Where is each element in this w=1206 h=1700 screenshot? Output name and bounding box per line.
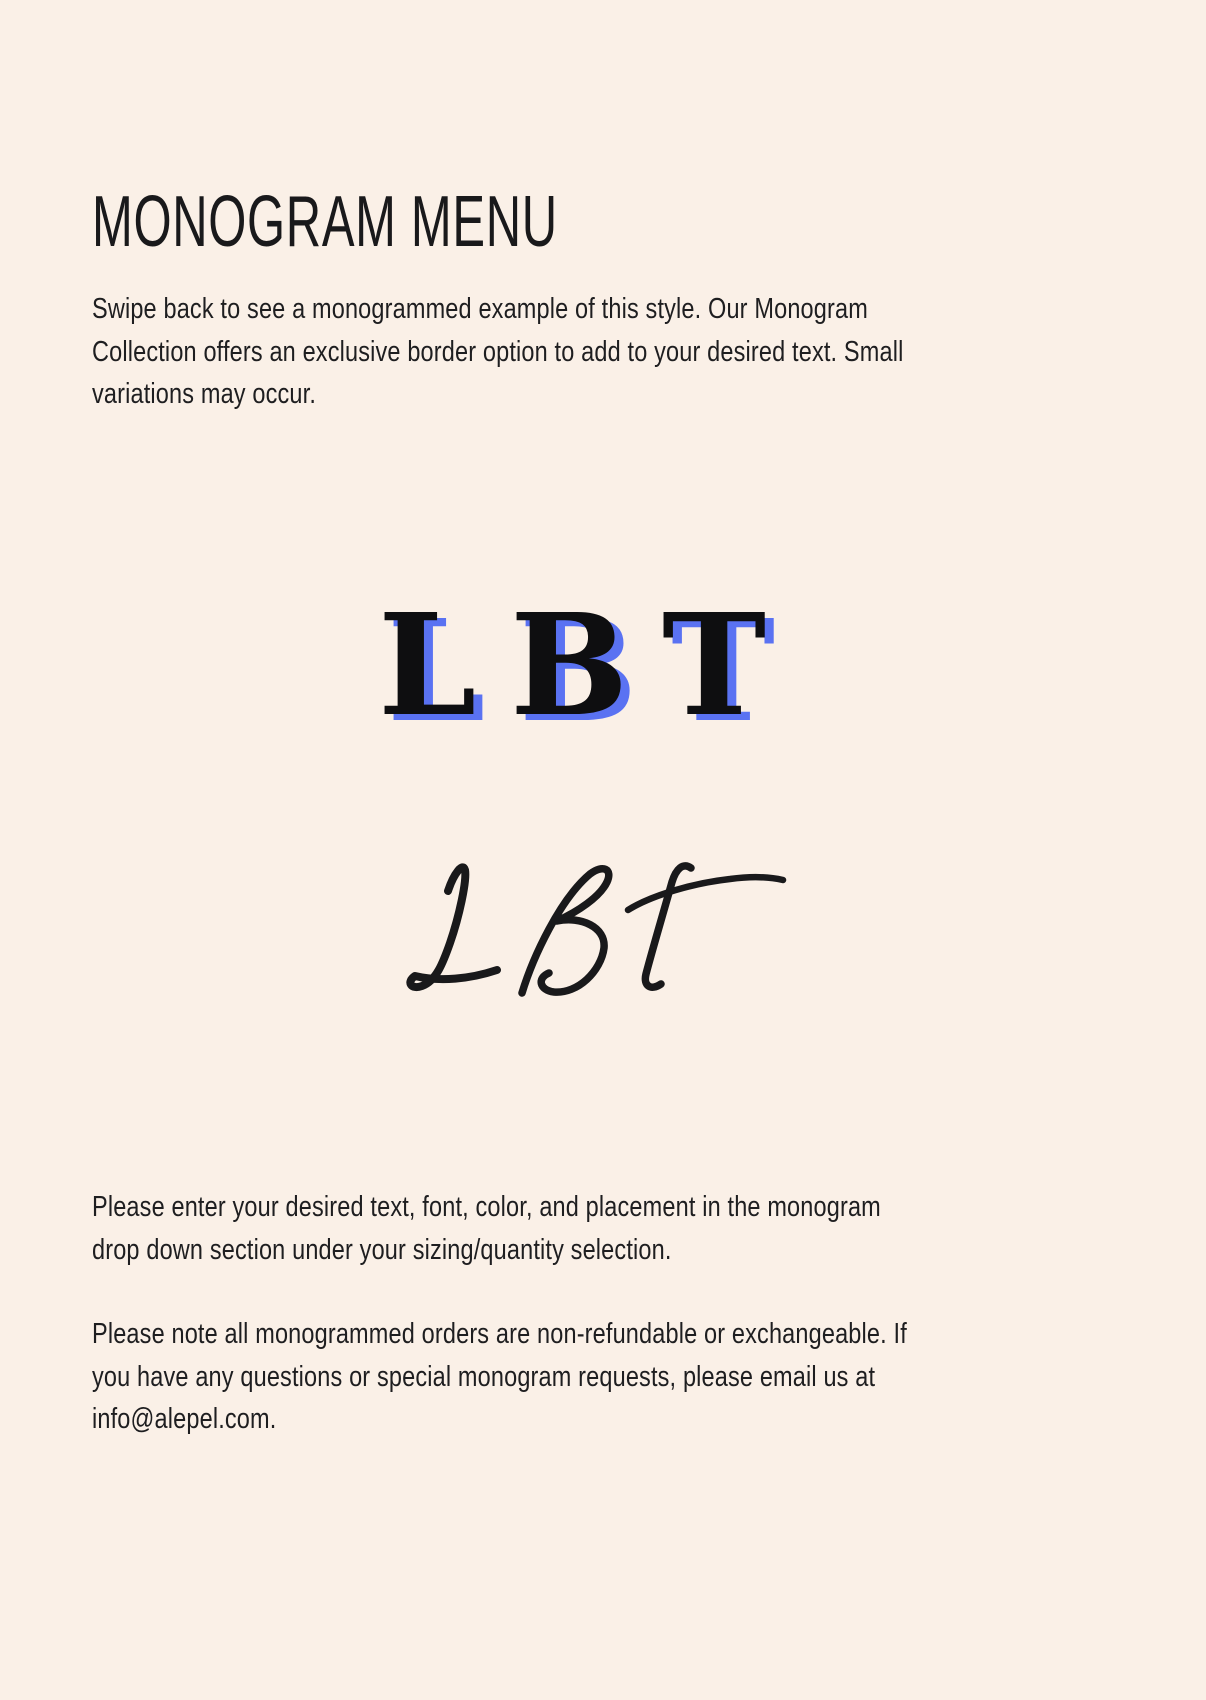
script-letter-l <box>410 867 497 987</box>
serif-monogram-sample: LBT <box>378 584 800 748</box>
policy-line policy-email: info@alepel.com. <box>92 1403 277 1435</box>
policy-line: Please note all monogrammed orders are non-refundable or exchangeable. If <box>92 1318 907 1350</box>
intro-paragraph <box>92 288 1094 416</box>
policy-line: you have any questions or special monogram requests, please email us at <box>92 1360 876 1393</box>
script-letter-t-crossbar <box>628 877 783 910</box>
script-letter-t-stem <box>645 866 691 987</box>
script-letter-b <box>522 869 609 993</box>
policy-paragraph <box>92 1313 1098 1441</box>
page-title: MONOGRAM MENU <box>92 182 558 263</box>
instructions-line: drop down section under your sizing/quantity selection. <box>92 1233 672 1266</box>
script-monogram-sample <box>350 855 790 1010</box>
intro-line: variations may occur. <box>92 378 317 410</box>
intro-line: Swipe back to see a monogrammed example of this style. Our Monogram <box>92 293 868 325</box>
instructions-paragraph <box>92 1186 1066 1271</box>
intro-line: Collection offers an exclusive border option to add to your desired text. Small <box>92 335 904 368</box>
instructions-line: Please enter your desired text, font, color, and placement in the monogram <box>92 1191 881 1223</box>
